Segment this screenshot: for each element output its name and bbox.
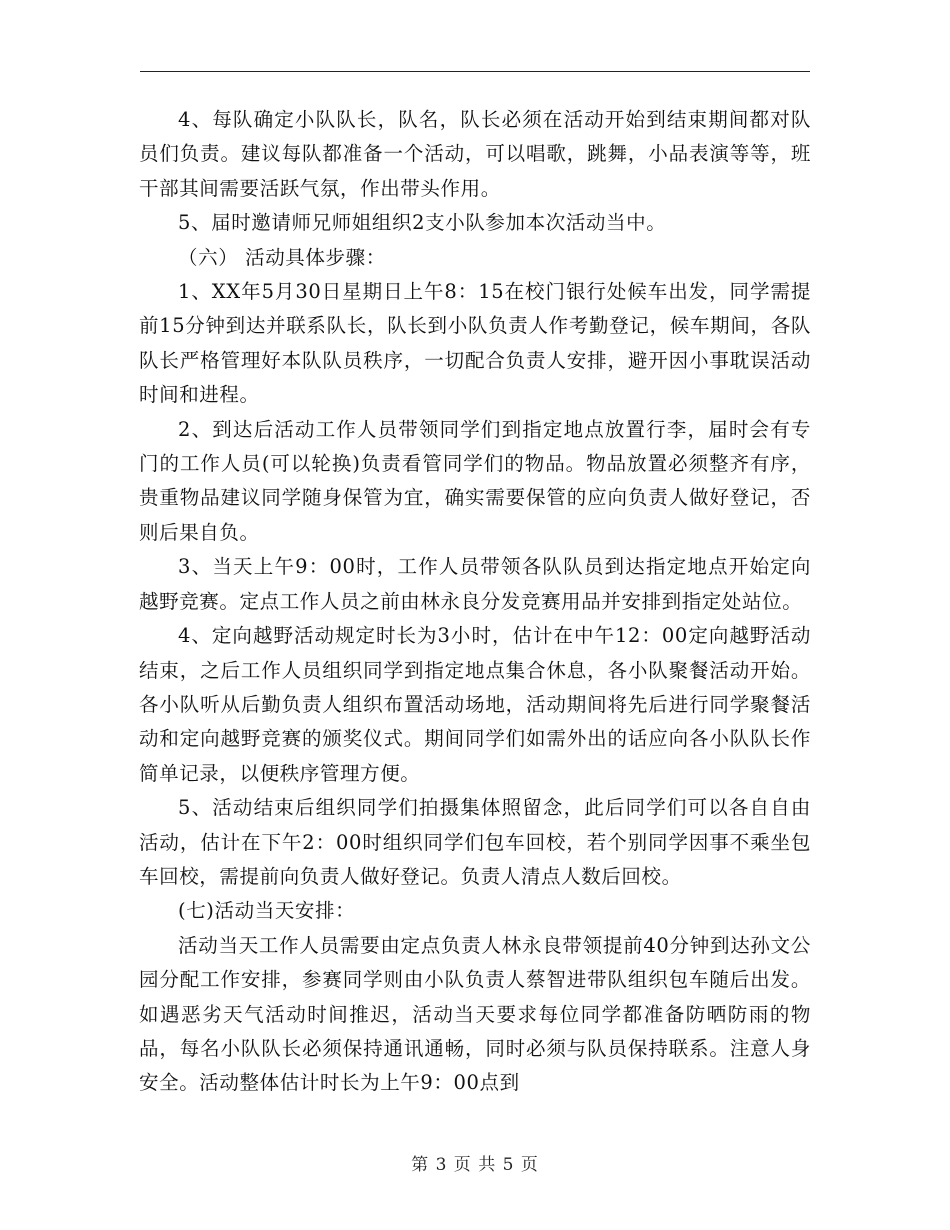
paragraph-step-4: 4、定向越野活动规定时长为3小时，估计在中午12：00定向越野活动结束，之后工作人员组织同学到指定地点集合休息，各小队聚餐活动开始。各小队听从后勤负责人组织布置活动场地，活动期间将先后进行同学聚餐活动和定向越野竞赛的颁奖仪式。期间同学们如需外出的话应向各小队队长作简单记录，以便秩序管理方便。: [139, 624, 811, 785]
page-footer: 第 3 页 共 5 页: [411, 1155, 539, 1175]
document-body: [139, 103, 811, 1101]
paragraph-team-leaders: 4、每队确定小队队长，队名，队长必须在活动开始到结束期间都对队员们负责。建议每队都准备一个活动，可以唱歌，跳舞，小品表演等等，班干部其间需要活跃气氛，作出带头作用。: [139, 108, 811, 200]
paragraph-senior-teams: 5、届时邀请师兄师姐组织2支小队参加本次活动当中。: [178, 211, 667, 235]
section-heading-day-arrangement: (七)活动当天安排：: [178, 899, 356, 923]
section-heading-steps: （六） 活动具体步骤：: [178, 245, 386, 269]
paragraph-step-3: 3、当天上午9：00时，工作人员带领各队队员到达指定地点开始定向越野竞赛。定点工作人员之前由林永良分发竞赛用品并安排到指定处站位。: [139, 555, 811, 613]
paragraph-step-1: 1、XX年5月30日星期日上午8：15在校门银行处候车出发，同学需提前15分钟到达并联系队长，队长到小队负责人作考勤登记，候车期间，各队队长严格管理好本队队员秩序，一切配合负责人安排，避开因小事耽误活动时间和进程。: [139, 280, 811, 407]
paragraph-step-5: 5、活动结束后组织同学们拍摄集体照留念，此后同学们可以各自自由活动，估计在下午2：00时组织同学们包车回校，若个别同学因事不乘坐包车回校，需提前向负责人做好登记。负责人清点人数后回校。: [139, 796, 811, 888]
header-rule: [140, 71, 810, 72]
paragraph-day-arrangement: 活动当天工作人员需要由定点负责人林永良带领提前40分钟到达孙文公园分配工作安排，参赛同学则由小队负责人蔡智进带队组织包车随后出发。如遇恶劣天气活动时间推迟，活动当天要求每位同学都准备防晒防雨的物品，每名小队队长必须保持通讯通畅，同时必须与队员保持联系。注意人身安全。活动整体估计时长为上午9：00点到: [139, 933, 811, 1095]
paragraph-step-2: 2、到达后活动工作人员带领同学们到指定地点放置行李，届时会有专门的工作人员(可以轮换)负责看管同学们的物品。物品放置必须整齐有序，贵重物品建议同学随身保管为宜，确实需要保管的应向负责人做好登记，否则后果自负。: [139, 417, 811, 544]
